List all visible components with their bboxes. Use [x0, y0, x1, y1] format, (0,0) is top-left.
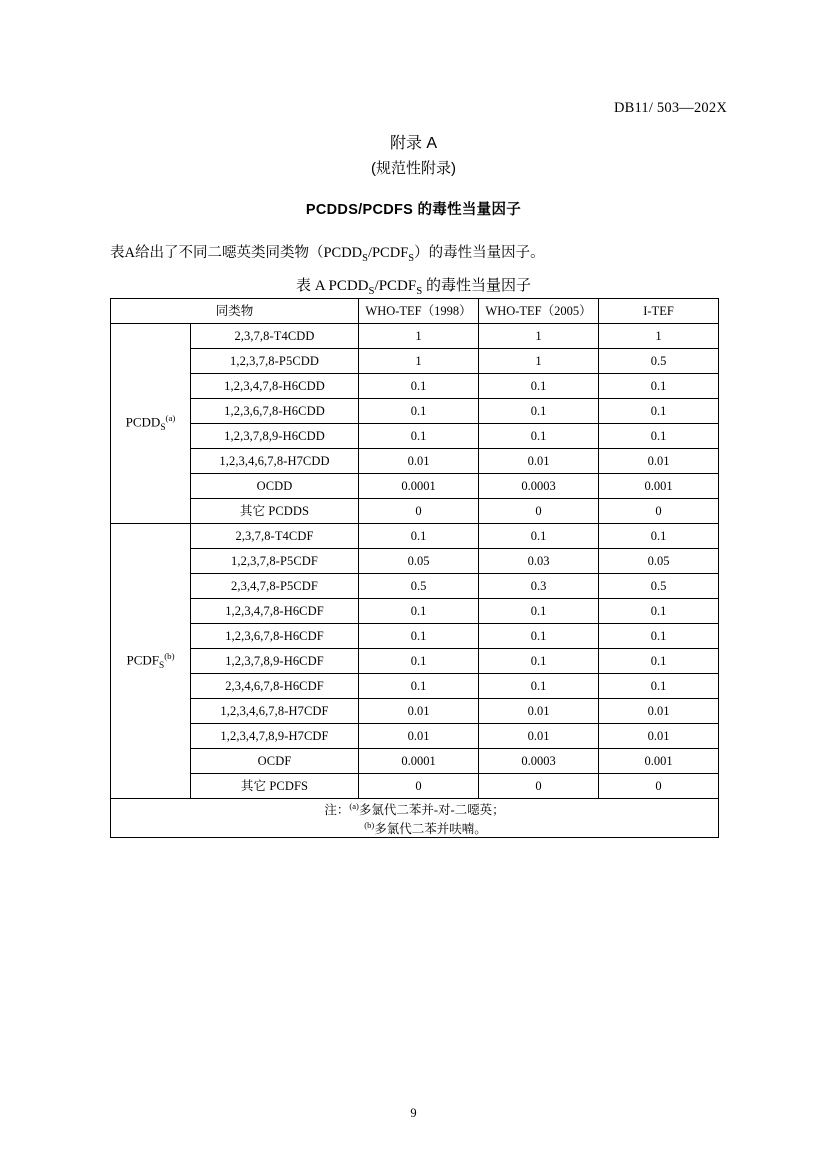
table-row: [111, 724, 719, 749]
table-note-row: [111, 799, 719, 838]
cell-congener: 2,3,4,6,7,8-H6CDF: [191, 674, 359, 699]
annex-heading: PCDDS/PCDFS 的毒性当量因子: [305, 202, 522, 218]
table-row: [111, 424, 719, 449]
cell-who2005: 0.1: [479, 674, 599, 699]
cell-itef: 0.01: [599, 449, 719, 474]
table-row: [111, 474, 719, 499]
table-caption: [0, 274, 827, 297]
cell-who1998: 0.05: [359, 549, 479, 574]
cell-itef: 0.1: [599, 649, 719, 674]
cell-itef: 0: [599, 774, 719, 799]
cell-who1998: 0.1: [359, 524, 479, 549]
group-label-pcdfs: [111, 524, 191, 799]
table-row: [111, 399, 719, 424]
cell-who1998: 0.0001: [359, 474, 479, 499]
cell-itef: 0.01: [599, 724, 719, 749]
cell-congener: 2,3,4,7,8-P5CDF: [191, 574, 359, 599]
cell-congener: 1,2,3,6,7,8-H6CDD: [191, 399, 359, 424]
group-name-text: PCDF: [126, 651, 160, 667]
cell-itef: 0.5: [599, 574, 719, 599]
cell-who2005: 1: [479, 324, 599, 349]
cell-itef: 0.1: [599, 599, 719, 624]
cell-itef: 0.001: [599, 474, 719, 499]
cell-congener: 1,2,3,4,7,8-H6CDD: [191, 374, 359, 399]
table-row: [111, 749, 719, 774]
cell-congener: 1,2,3,7,8,9-H6CDD: [191, 424, 359, 449]
note-line-1: 多氯代二苯并-对-二噁英；: [358, 803, 505, 818]
table-row: [111, 624, 719, 649]
cell-who1998: 0.5: [359, 574, 479, 599]
table-row: [111, 774, 719, 799]
cell-congener: 2,3,7,8-T4CDD: [191, 324, 359, 349]
cell-who1998: 0.01: [359, 449, 479, 474]
cell-congener: 其它 PCDDS: [191, 499, 359, 524]
cell-who1998: 0: [359, 774, 479, 799]
group-name-sup: (a): [165, 413, 176, 424]
header-i-tef: I-TEF: [599, 299, 719, 324]
cell-who2005: 0.1: [479, 624, 599, 649]
note-sup-a: (a): [349, 801, 359, 811]
table-row: [111, 599, 719, 624]
cell-itef: 0.1: [599, 399, 719, 424]
cell-who2005: 0.01: [479, 699, 599, 724]
cell-congener: 1,2,3,4,6,7,8-H7CDD: [191, 449, 359, 474]
cell-who1998: 0.1: [359, 599, 479, 624]
cell-congener: 1,2,3,4,7,8-H6CDF: [191, 599, 359, 624]
table-row: [111, 499, 719, 524]
intro-sub-2: S: [408, 252, 415, 264]
table-caption-suffix: 的毒性当量因子: [422, 278, 532, 294]
cell-congener: OCDF: [191, 749, 359, 774]
cell-who1998: 0.1: [359, 624, 479, 649]
annex-title: 附录 A: [389, 135, 438, 152]
cell-itef: 0.1: [599, 624, 719, 649]
cell-who2005: 0.1: [479, 374, 599, 399]
cell-who2005: 0: [479, 499, 599, 524]
table-row: [111, 324, 719, 349]
cell-who1998: 1: [359, 349, 479, 374]
cell-who2005: 0.1: [479, 399, 599, 424]
table-caption-prefix: 表 A PCDD: [295, 278, 369, 294]
cell-itef: 0.01: [599, 699, 719, 724]
intro-text-2: /PCDF: [367, 245, 409, 261]
cell-who2005: 0.1: [479, 599, 599, 624]
cell-who2005: 0.03: [479, 549, 599, 574]
cell-who2005: 0.0003: [479, 474, 599, 499]
intro-sub-1: S: [362, 252, 368, 264]
table-row: [111, 449, 719, 474]
cell-congener: OCDD: [191, 474, 359, 499]
table-note: [111, 799, 719, 838]
cell-itef: 0: [599, 499, 719, 524]
cell-who1998: 0.1: [359, 374, 479, 399]
note-sup-b: (b): [364, 820, 375, 831]
table-row: [111, 699, 719, 724]
cell-who2005: 0.0003: [479, 749, 599, 774]
cell-congener: 其它 PCDFS: [191, 774, 359, 799]
cell-who1998: 0.0001: [359, 749, 479, 774]
cell-who1998: 0.01: [359, 699, 479, 724]
table-row: [111, 674, 719, 699]
note-line-2: 多氯代二苯并呋喃。: [374, 822, 487, 837]
cell-who1998: 1: [359, 324, 479, 349]
group-name-sup: (b): [164, 650, 175, 661]
cell-who1998: 0.1: [359, 649, 479, 674]
cell-who1998: 0.1: [359, 674, 479, 699]
cell-who1998: 0.1: [359, 424, 479, 449]
cell-congener: 1,2,3,7,8-P5CDD: [191, 349, 359, 374]
page-number: 9: [410, 1106, 417, 1120]
table-caption-sub-2: S: [416, 285, 423, 297]
cell-itef: 0.1: [599, 674, 719, 699]
cell-who1998: 0.1: [359, 399, 479, 424]
tef-table: [110, 298, 719, 838]
intro-text-1: 表A给出了不同二噁英类同类物（PCDD: [110, 245, 363, 261]
table-row: [111, 349, 719, 374]
note-line-2-wrap: [111, 818, 718, 837]
cell-itef: 0.1: [599, 424, 719, 449]
cell-congener: 1,2,3,7,8,9-H6CDF: [191, 649, 359, 674]
cell-who2005: 0.01: [479, 449, 599, 474]
group-name-text: PCDD: [125, 414, 161, 430]
annex-subtitle: (规范性附录): [371, 160, 456, 177]
table-row: [111, 374, 719, 399]
table-row: [111, 649, 719, 674]
page-header-standard-code: DB11/ 503—202X: [613, 100, 727, 116]
header-congener: 同类物: [111, 299, 359, 324]
cell-itef: 0.1: [599, 374, 719, 399]
group-label-pcdds: [111, 324, 191, 524]
cell-who2005: 0.1: [479, 649, 599, 674]
cell-who2005: 0: [479, 774, 599, 799]
cell-itef: 0.1: [599, 524, 719, 549]
cell-who2005: 0.1: [479, 524, 599, 549]
table-caption-sub-1: S: [368, 285, 375, 297]
table-row: [111, 524, 719, 549]
cell-who2005: 0.01: [479, 724, 599, 749]
cell-itef: 0.05: [599, 549, 719, 574]
cell-who2005: 0.1: [479, 424, 599, 449]
cell-who2005: 0.3: [479, 574, 599, 599]
cell-congener: 2,3,7,8-T4CDF: [191, 524, 359, 549]
note-label: 注：: [324, 803, 350, 818]
group-name-sub: S: [160, 422, 166, 433]
cell-itef: 1: [599, 324, 719, 349]
header-who-tef-2005: WHO-TEF（2005）: [479, 299, 599, 324]
cell-who1998: 0: [359, 499, 479, 524]
cell-congener: 1,2,3,6,7,8-H6CDF: [191, 624, 359, 649]
table-row: [111, 574, 719, 599]
intro-text-3: ）的毒性当量因子。: [414, 245, 545, 261]
cell-congener: 1,2,3,4,6,7,8-H7CDF: [191, 699, 359, 724]
table-caption-mid: /PCDF: [374, 278, 417, 294]
group-name-sub: S: [159, 660, 165, 671]
intro-paragraph: [110, 243, 730, 269]
table-header-row: [111, 299, 719, 324]
cell-who1998: 0.01: [359, 724, 479, 749]
cell-who2005: 1: [479, 349, 599, 374]
table-row: [111, 549, 719, 574]
cell-itef: 0.5: [599, 349, 719, 374]
cell-congener: 1,2,3,7,8-P5CDF: [191, 549, 359, 574]
cell-congener: 1,2,3,4,7,8,9-H7CDF: [191, 724, 359, 749]
header-who-tef-1998: WHO-TEF（1998）: [359, 299, 479, 324]
cell-itef: 0.001: [599, 749, 719, 774]
